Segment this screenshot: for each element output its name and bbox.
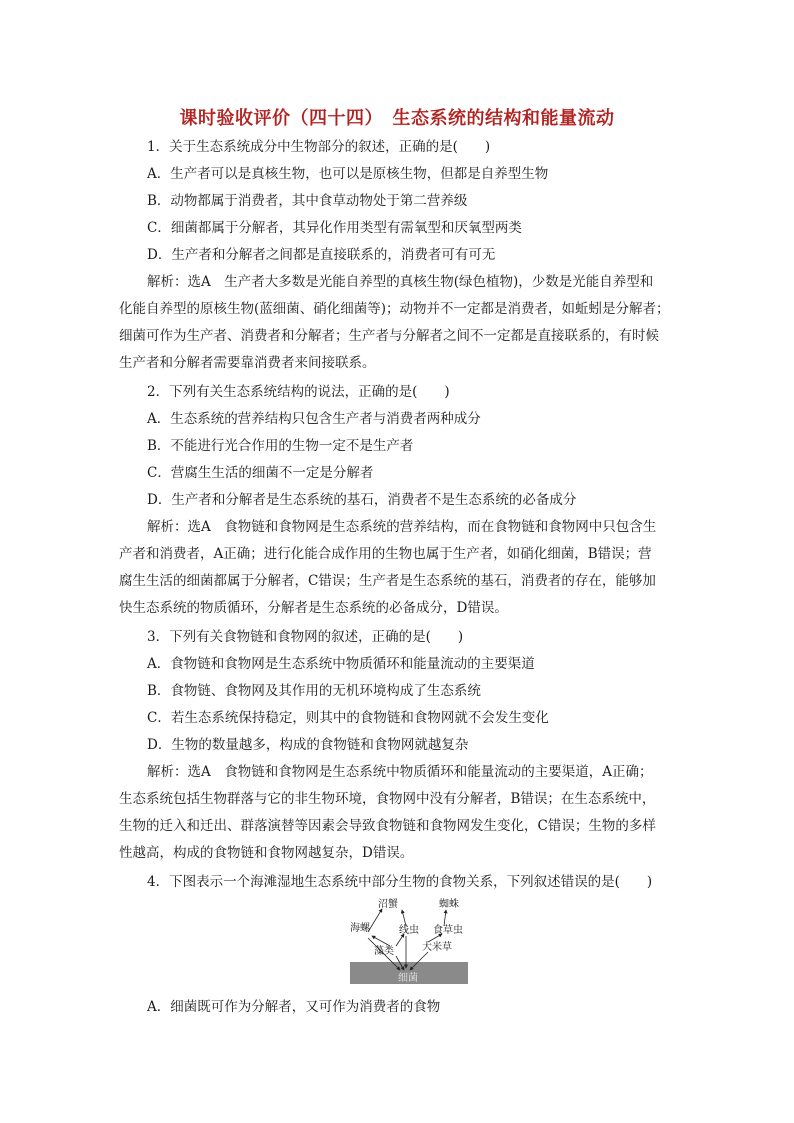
spider-label: 蜘蛛 (439, 899, 459, 910)
question-1-option-d: D．生产者和分解者之间都是直接联系的，消费者可有可无 (147, 247, 496, 263)
question-1-option-b: B．动物都属于消费者，其中食草动物处于第二营养级 (147, 193, 468, 209)
question-3-stem: 3．下列有关食物链和食物网的叙述，正确的是( ) (147, 629, 464, 645)
question-2-analysis-line: 腐生生活的细菌都属于分解者，C错误；生产者是生态系统的基石，消费者的存在，能够加 (119, 573, 656, 589)
question-3-option-d: D．生物的数量越多，构成的食物链和食物网就越复杂 (147, 737, 469, 753)
question-2-option-b: B．不能进行光合作用的生物一定不是生产者 (147, 438, 414, 454)
question-2-option-c: C．营腐生生活的细菌不一定是分解者 (147, 465, 374, 481)
bacteria-label: 细菌 (398, 973, 418, 984)
question-2-analysis-line: 解析：选A 食物链和食物网是生态系统的营养结构，而在食物链和食物网中只包含生 (147, 519, 657, 535)
algae-label: 藻类 (374, 946, 394, 957)
question-1-analysis-line: 解析：选A 生产者大多数是光能自养型的真核生物(绿色植物)，少数是光能自养型和 (147, 274, 654, 290)
question-4-option-a: A．细菌既可作为分解者，又可作为消费者的食物 (147, 999, 441, 1015)
question-3-option-c: C．若生态系统保持稳定，则其中的食物链和食物网就不会发生变化 (147, 710, 549, 726)
snail-label: 海螺 (350, 923, 370, 934)
question-3-analysis-line: 生态系统包括生物群落与它的非生物环境，食物网中没有分解者，B错误；在生态系统中， (119, 791, 656, 807)
question-3-analysis-line: 解析：选A 食物链和食物网是生态系统中物质循环和能量流动的主要渠道，A正确； (147, 764, 653, 780)
question-1-option-a: A．生产者可以是真核生物，也可以是原核生物，但都是自养型生物 (147, 166, 549, 182)
crab-label: 沼蟹 (378, 899, 398, 910)
question-2-option-a: A．生态系统的营养结构只包含生产者与消费者两种成分 (147, 411, 481, 427)
food-web-diagram (346, 896, 470, 988)
question-2-analysis-line: 快生态系统的物质循环，分解者是生态系统的必备成分，D错误。 (119, 600, 508, 616)
nematode-label: 线虫 (399, 925, 419, 936)
question-1-analysis-line: 化能自养型的原核生物(蓝细菌、硝化细菌等)；动物并不一定都是消费者，如蚯蚓是分解者； (119, 301, 670, 317)
question-3-option-a: A．食物链和食物网是生态系统中物质循环和能量流动的主要渠道 (147, 656, 535, 672)
question-3-analysis-line: 性越高，构成的食物链和食物网越复杂，D错误。 (119, 845, 414, 861)
question-3-analysis-line: 生物的迁入和迁出、群落演替等因素会导致食物链和食物网发生变化，C错误；生物的多样 (119, 818, 656, 834)
question-3-option-b: B．食物链、食物网及其作用的无机环境构成了生态系统 (147, 683, 481, 699)
question-1-option-c: C．细菌都属于分解者，其异化作用类型有需氧型和厌氧型两类 (147, 220, 522, 236)
page-title: 课时验收评价（四十四） 生态系统的结构和能量流动 (179, 108, 615, 129)
question-2-stem: 2．下列有关生态系统结构的说法，正确的是( ) (147, 384, 450, 400)
question-1-analysis-line: 细菌可作为生产者、消费者和分解者；生产者与分解者之间不一定都是直接联系的，有时候 (119, 328, 659, 344)
question-2-analysis-line: 产者和消费者，A正确；进行化能合成作用的生物也属于生产者，如硝化细菌，B错误；营 (119, 546, 652, 562)
question-1-stem: 1．关于生态系统成分中生物部分的叙述，正确的是( ) (147, 139, 491, 155)
cordgrass-label: 大米草 (422, 942, 452, 953)
question-4-stem: 4．下图表示一个海滩湿地生态系统中部分生物的食物关系，下列叙述错误的是( ) (147, 874, 653, 890)
question-2-option-d: D．生产者和分解者是生态系统的基石，消费者不是生态系统的必备成分 (147, 492, 577, 508)
grasshopper-label: 食草虫 (433, 925, 463, 936)
question-1-analysis-line: 生产者和分解者需要靠消费者来间接联系。 (119, 355, 376, 371)
